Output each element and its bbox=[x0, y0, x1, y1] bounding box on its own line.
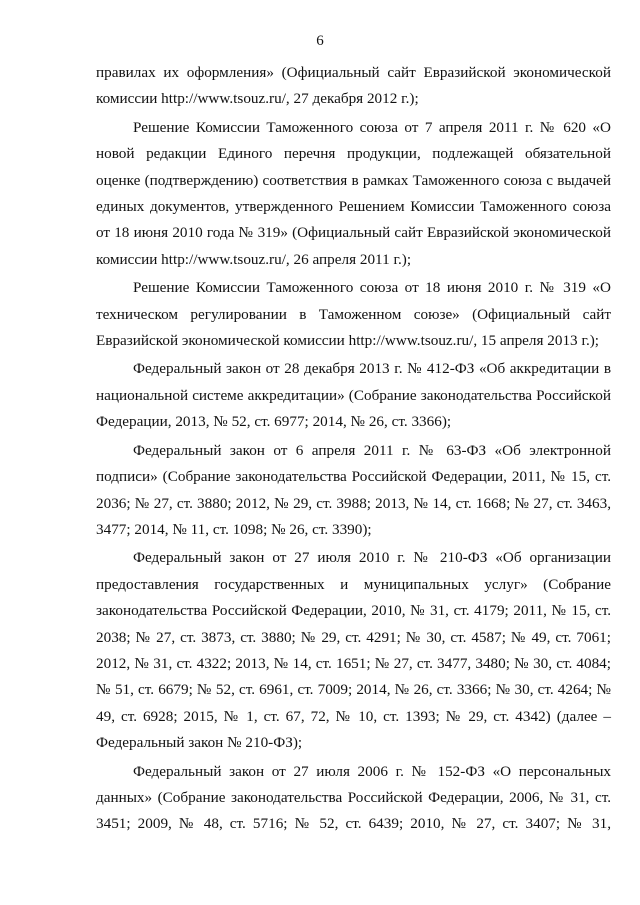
page-number: 6 bbox=[316, 33, 324, 49]
paragraph: Федеральный закон от 27 июля 2006 г. № 152-ФЗ «О персональных данных» (Собрание законодательства Российской Федерации, 2006, № 31, ст. 3451; 2009, № 48, ст. 5716; № 52, ст. 6439; 2010, № 27, ст. 3407; № 31, bbox=[96, 762, 611, 833]
paragraph: правилах их оформления» (Официальный сайт Евразийской экономической комиссии http://www.tsouz.ru/, 27 декабря 2012 г.); bbox=[96, 64, 611, 108]
paragraph: Федеральный закон от 6 апреля 2011 г. № 63-ФЗ «Об электронной подписи» (Собрание законодательства Российской Федерации, 2011, № 15, ст. 2036; № 27, ст. 3880; 2012, № 29, ст. 3988; 2013, № 14, ст. 1668; № 27, ст. 3463, 3477; 2014, № 11, ст. 1098; № 26, ст. 3390); bbox=[96, 441, 611, 538]
paragraph: Решение Комиссии Таможенного союза от 18 июня 2010 г. № 319 «О техническом регулировании в Таможенном союзе» (Официальный сайт Евразийской экономической комиссии http://www.tsouz.ru/, 15 апреля 2013 г.); bbox=[96, 279, 611, 350]
paragraph: Решение Комиссии Таможенного союза от 7 апреля 2011 г. № 620 «О новой редакции Единого перечня продукции, подлежащей обязательной оценке (подтверждению) соответствия в рамках Таможенного союза с выдачей единых документов, утвержденного Решением Комиссии Таможенного союза от 18 июня 2010 года № 319» (Официальный сайт Евразийской экономической комиссии http://www.tsouz.ru/, 26 апреля 2011 г.); bbox=[96, 118, 611, 268]
document-body bbox=[96, 60, 611, 838]
paragraph: Федеральный закон от 27 июля 2010 г. № 210-ФЗ «Об организации предоставления государственных и муниципальных услуг» (Собрание законодательства Российской Федерации, 2010, № 31, ст. 4179; 2011, № 15, ст. 2038; № 27, ст. 3873, ст. 3880; № 29, ст. 4291; № 30, ст. 4587; № 49, ст. 7061; 2012, № 31, ст. 4322; 2013, № 14, ст. 1651; № 27, ст. 3477, 3480; № 30, ст. 4084; № 51, ст. 6679; № 52, ст. 6961, ст. 7009; 2014, № 26, ст. 3366; № 30, ст. 4264; № 49, ст. 6928; 2015, № 1, ст. 67, 72, № 10, ст. 1393; № 29, ст. 4342) (далее – Федеральный закон № 210-ФЗ); bbox=[96, 549, 611, 752]
paragraph: Федеральный закон от 28 декабря 2013 г. № 412-ФЗ «Об аккредитации в национальной системе аккредитации» (Собрание законодательства Российской Федерации, 2013, № 52, ст. 6977; 2014, № 26, ст. 3366); bbox=[96, 360, 611, 431]
